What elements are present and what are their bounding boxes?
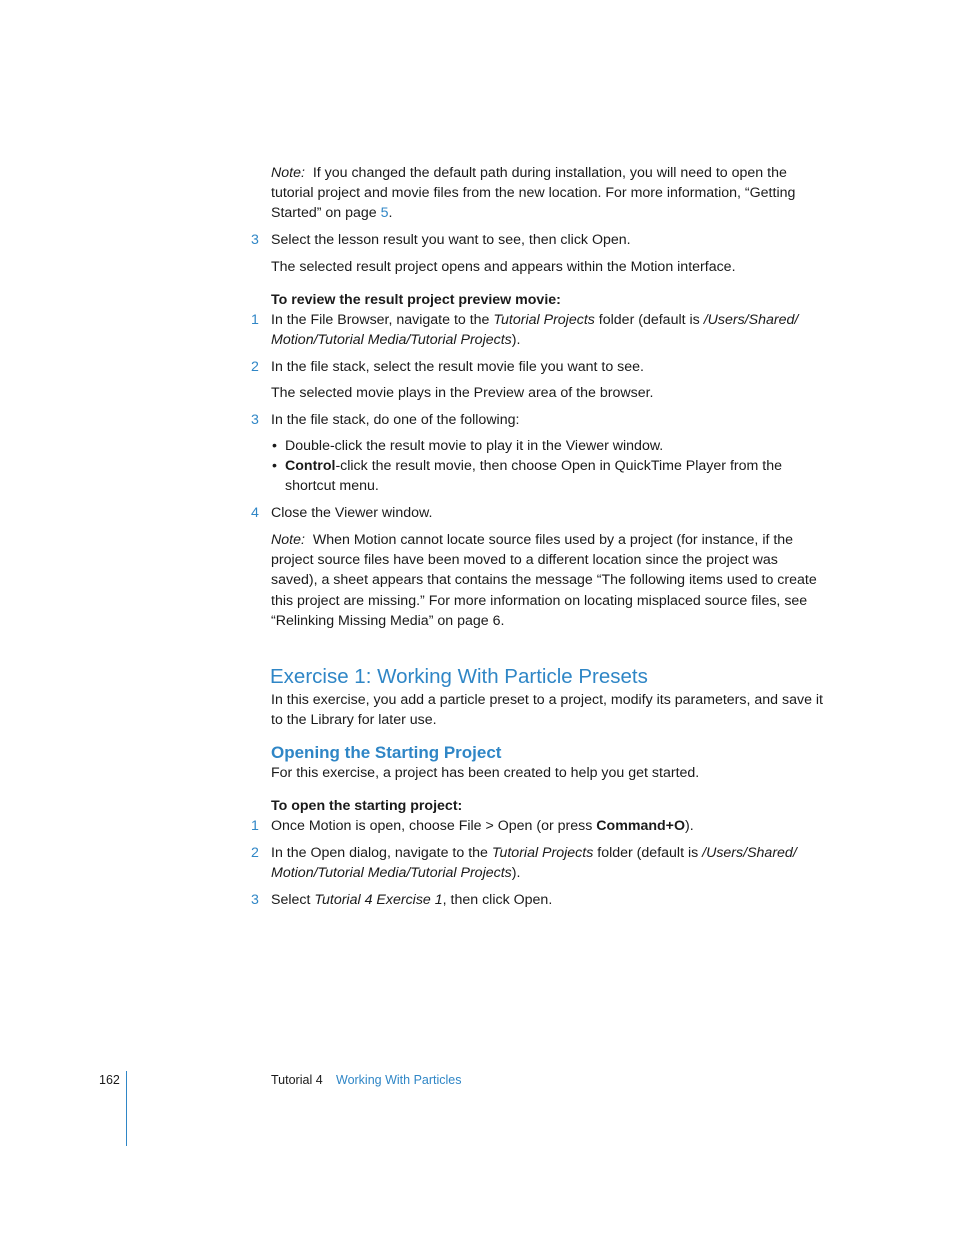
note-label: Note: xyxy=(271,532,305,548)
section-intro: For this exercise, a project has been created to help you get started. xyxy=(271,765,700,781)
footer-divider xyxy=(126,1071,127,1146)
step-number: 3 xyxy=(251,892,259,908)
note-paragraph xyxy=(271,530,819,631)
note-paragraph xyxy=(271,163,831,224)
step-number: 3 xyxy=(251,232,259,248)
step-text-part: folder (default is xyxy=(593,845,703,861)
step-text-part: Select xyxy=(271,892,315,908)
step-text xyxy=(271,816,831,836)
step-italic: /Users/Shared/ Motion/Tutorial Media/Tutorial Projects xyxy=(271,312,799,349)
step-text-part: ). xyxy=(511,865,521,882)
page-number: 162 xyxy=(99,1073,120,1087)
step-result: The selected result project opens and appears within the Motion interface. xyxy=(271,259,736,275)
footer-chapter: Tutorial 4 xyxy=(271,1073,323,1087)
procedure-heading: To review the result project preview movie: xyxy=(271,292,561,308)
bullet-marker: • xyxy=(272,458,277,474)
bullet-text: -click the result movie, then choose Open in QuickTime Player from the shortcut menu. xyxy=(285,458,782,495)
step-text: Select the lesson result you want to see, then click Open. xyxy=(271,232,631,248)
step-text-part: ). xyxy=(684,818,694,834)
procedure-heading: To open the starting project: xyxy=(271,798,463,814)
step-number: 3 xyxy=(251,412,259,428)
exercise-intro: In this exercise, you add a particle preset to a project, modify its parameters, and save it to the Library for later use. xyxy=(271,692,824,729)
step-text-part: , then click Open. xyxy=(442,892,553,908)
step-text-part: folder (default is xyxy=(594,312,704,328)
step-italic: Tutorial 4 Exercise 1 xyxy=(314,892,443,908)
step-text xyxy=(271,843,801,883)
step-text-part: ). xyxy=(511,332,521,349)
bullet-bold: Control xyxy=(285,458,336,474)
bullet-item: Double-click the result movie to play it in the Viewer window. xyxy=(285,438,664,454)
step-result: The selected movie plays in the Preview area of the browser. xyxy=(271,385,654,401)
footer-chapter-title[interactable]: Working With Particles xyxy=(336,1073,462,1087)
exercise-heading: Exercise 1: Working With Particle Presets xyxy=(270,665,648,688)
step-text: Close the Viewer window. xyxy=(271,505,433,521)
bullet-marker: • xyxy=(272,438,277,454)
step-text xyxy=(271,310,801,350)
bullet-item xyxy=(285,456,790,496)
note-label: Note: xyxy=(271,165,305,181)
note-text: When Motion cannot locate source files used by a project (for instance, if the project source files have been moved to a different location since the project was saved), a sheet appears that contains the message “The following items used to create this project are missing.” For more information on locating misplaced source files, see “Relinking Missing Media” on page 6. xyxy=(271,532,817,629)
step-text-part: In the File Browser, navigate to the xyxy=(271,312,494,328)
step-text-part: Once Motion is open, choose File > Open (or press xyxy=(271,818,597,834)
step-number: 1 xyxy=(251,312,259,328)
step-number: 4 xyxy=(251,505,259,521)
section-heading: Opening the Starting Project xyxy=(271,743,502,762)
note-text: If you changed the default path during installation, you will need to open the tutorial project and movie files from the new location. For more information, “Getting Started” on page xyxy=(271,165,796,222)
page-link[interactable]: 5 xyxy=(380,205,389,222)
step-italic: Tutorial Projects xyxy=(493,312,595,328)
note-tail: . xyxy=(388,205,393,222)
step-text: In the file stack, select the result movie file you want to see. xyxy=(271,359,644,375)
step-text: In the file stack, do one of the following: xyxy=(271,412,520,428)
step-italic: /Users/Shared/ Motion/Tutorial Media/Tutorial Projects xyxy=(271,845,797,882)
step-text xyxy=(271,890,831,910)
step-bold: Command+O xyxy=(596,818,685,834)
step-number: 2 xyxy=(251,845,259,861)
step-italic: Tutorial Projects xyxy=(491,845,594,861)
step-number: 2 xyxy=(251,359,259,375)
step-text-part: In the Open dialog, navigate to the xyxy=(271,845,492,861)
step-number: 1 xyxy=(251,818,259,834)
